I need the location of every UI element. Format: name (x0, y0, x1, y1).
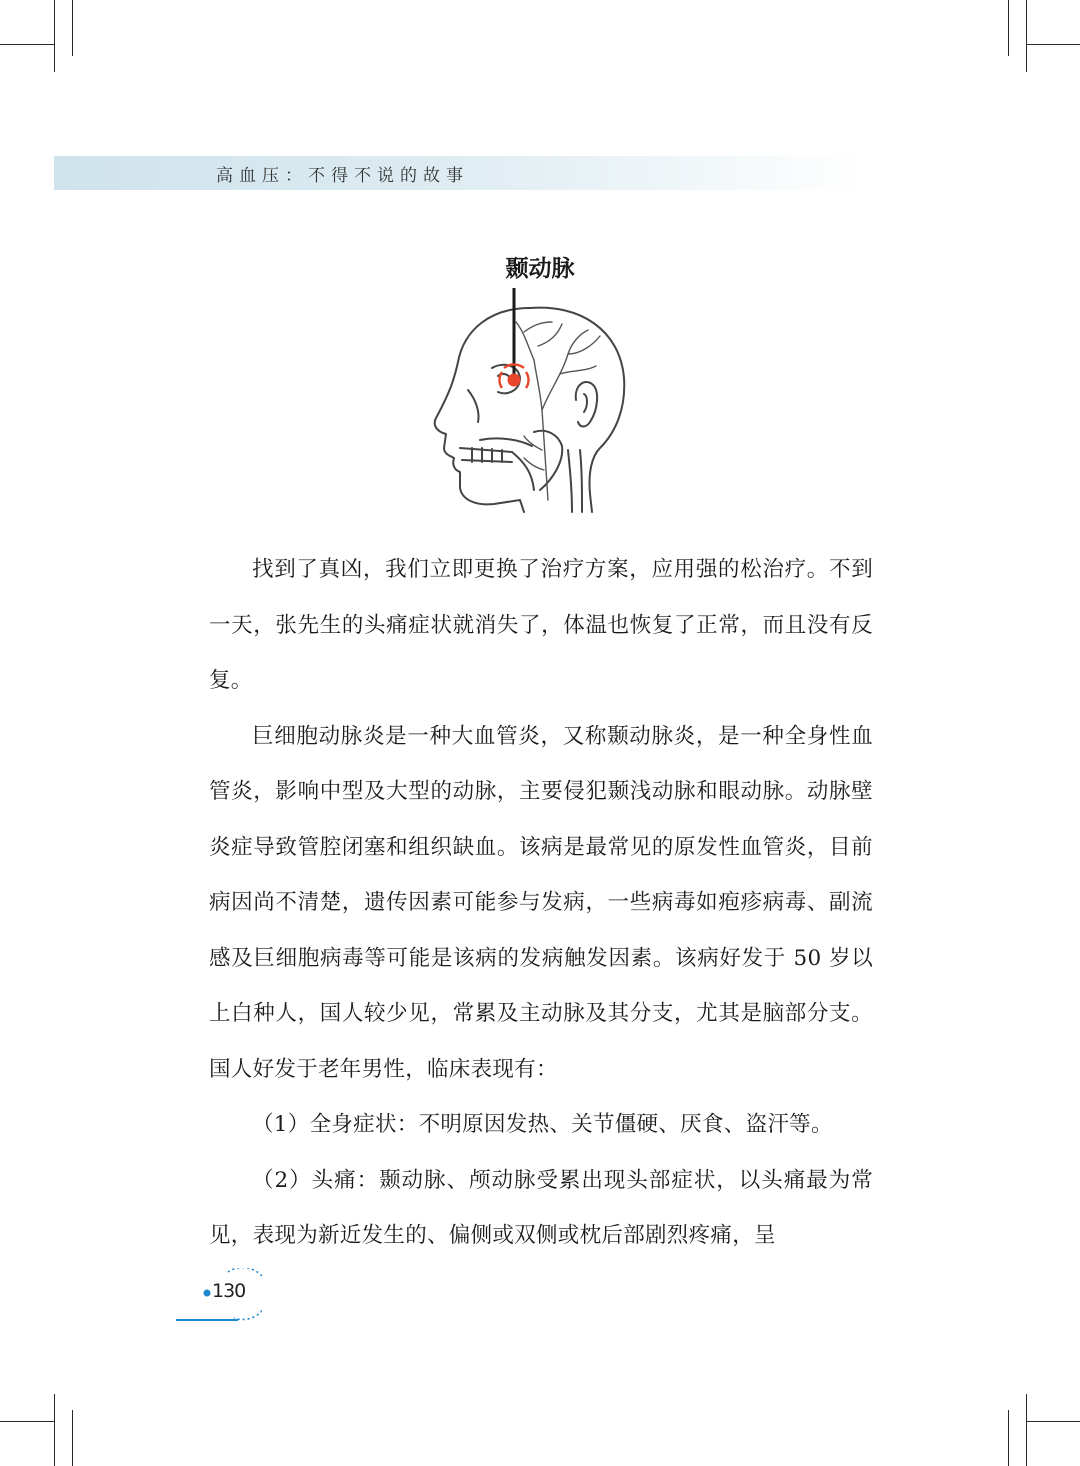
head-anatomy-illustration (420, 250, 660, 522)
running-header-title: 高血压：不得不说的故事 (216, 166, 469, 186)
paragraph: 巨细胞动脉炎是一种大血管炎，又称颞动脉炎，是一种全身性血管炎，影响中型及大型的动脉，主要侵犯颞浅动脉和眼动脉。动脉壁炎症导致管腔闭塞和组织缺血。该病是最常见的原发性血管炎，目前病因尚不清楚，遗传因素可能参与发病，一些病毒如疱疹病毒、副流感及巨细胞病毒等可能是该病的发病触发因素。该病好发于 50 岁以上白种人，国人较少见，常累及主动脉及其分支，尤其是脑部分支。国人好发于老年男性，临床表现有： (209, 723, 873, 1082)
temporal-artery-figure (420, 250, 660, 522)
body-text (209, 542, 873, 1264)
page-number: 130 (212, 1280, 246, 1302)
paragraph: （2）头痛：颞动脉、颅动脉受累出现头部症状，以头痛最为常见，表现为新近发生的、偏侧或双侧或枕后部剧烈疼痛，呈 (209, 1167, 873, 1248)
page-number-badge (172, 1268, 262, 1324)
paragraph: （1）全身症状：不明原因发热、关节僵硬、厌食、盗汗等。 (252, 1112, 833, 1137)
figure-label: 颞动脉 (505, 256, 575, 282)
paragraph: 找到了真凶，我们立即更换了治疗方案，应用强的松治疗。不到一天，张先生的头痛症状就消失了，体温也恢复了正常，而且没有反复。 (209, 557, 873, 693)
